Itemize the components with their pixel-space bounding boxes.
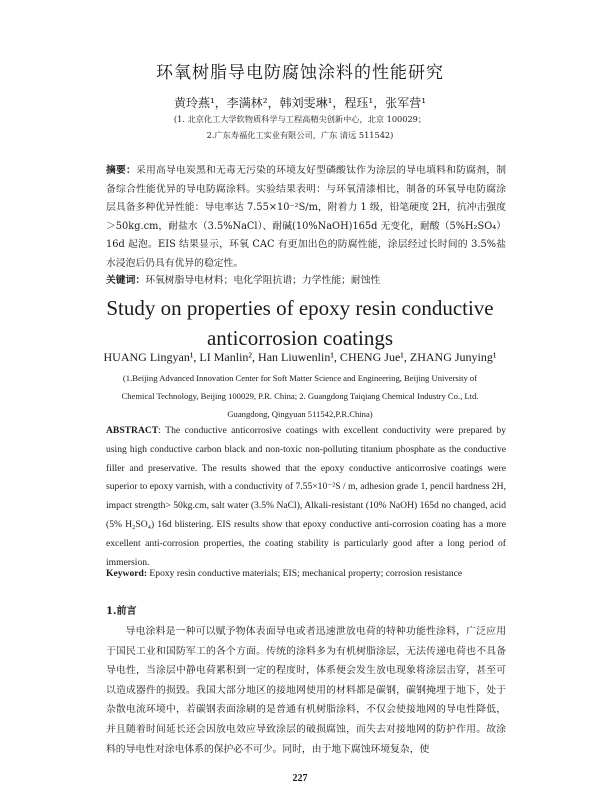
chinese-keywords-text: 环氧树脂导电材料；电化学阻抗谱；力学性能；耐蚀性 xyxy=(145,275,381,286)
english-keywords-text: Epoxy resin conductive materials; EIS; mechanical property; corrosion resistance xyxy=(147,568,463,579)
section-heading: 1.前言 xyxy=(106,606,137,617)
chinese-keywords-label: 关键词： xyxy=(106,275,146,286)
english-authors: HUANG Lingyan¹, LI Manlin², Han Liuwenlin¹, CHENG Jue¹, ZHANG Junying¹ xyxy=(103,350,497,364)
english-keywords-label: Keyword: xyxy=(106,568,148,579)
chinese-abstract xyxy=(106,162,506,274)
english-abstract-label: ABSTRACT xyxy=(106,425,159,436)
english-affiliation-3: Guangdong, Qingyuan 511542,P.R.China) xyxy=(227,409,373,419)
chinese-abstract-text: 采用高导电炭黑和无毒无污染的环境友好型磷酸钛作为涂层的导电填料和防腐剂，制备综合性能优异的导电防腐涂料。实验结果表明：与环氧清漆相比，制备的环氧导电防腐涂层具备多种优异性能：导电率达 7.55×10⁻²S/m，附着力 1 级，铅笔硬度 2H，抗冲击强度＞50kg.cm，耐盐水（3.5%NaCl）、耐碱(10%NaOH)165d 无变化，耐酸（5%H₂SO₄）16d 起泡。EIS 结果显示，环氧 CAC 有更加出色的防腐性能，涂层经过长时间的 3.5%盐水浸泡后仍具有优异的稳定性。 xyxy=(106,165,506,269)
chinese-affiliation-1: (1. 北京化工大学软物质科学与工程高精尖创新中心，北京 100029； xyxy=(173,114,427,124)
english-title-line-2: anticorrosion coatings xyxy=(206,326,394,350)
english-affiliation-1: (1.Beijing Advanced Innovation Center for Soft Matter Science and Engineering, Beijing University of xyxy=(122,373,478,383)
english-title-line-1: Study on properties of epoxy resin conductive xyxy=(106,296,494,320)
english-abstract-text: : The conductive anticorrosive coatings with excellent conductivity were prepared by using high conductive carbon black and non-toxic non-polluting titanium phosphate as the conductive filler and preservative. The results showed that the epoxy conductive anticorrosive coatings were superior to epoxy varnish, with a conductivity of 7.55×10⁻²S / m, adhesion grade 1, pencil hardness 2H, impact strength> 50kg.cm, salt water (3.5% NaCl), Alkali-resistant (10% NaOH) 165d no changed, acid (5% H₂SO₄) 16d blistering. EIS results show that epoxy conductive anti-corrosion coating has a more excellent anti-corrosion properties, the coating stability is particularly good after a long period of immersion. xyxy=(106,425,506,568)
english-affiliation-2: Chemical Technology, Beijing 100029, P.R. China; 2. Guangdong Taiqiang Chemical Industry Co., Ltd. xyxy=(121,391,479,401)
chinese-authors: 黄玲燕¹，李满林²，韩刘雯琳¹，程珏¹，张军营¹ xyxy=(173,96,427,110)
chinese-affiliation-2: 2.广东寿福化工实业有限公司，广东 清远 511542) xyxy=(206,130,394,140)
english-keywords xyxy=(106,568,506,579)
section-body: 导电涂料是一种可以赋予物体表面导电或者迅速泄放电荷的特种功能性涂料，广泛应用于国民工业和国防军工的各个方面。传统的涂料多为有机树脂涂层，无法传递电荷也不具备导电性，当涂层中静电荷累积到一定的程度时，体系便会发生放电现象将涂层击穿，甚至可以造成器件的损毁。我国大部分地区的接地网使用的材料都是碳钢，碳钢掩埋于地下，处于杂散电流环境中，若碳钢表面涂刷的是普通有机树脂涂料，不仅会使接地网的导电性降低，并且随着时间延长还会因放电效应导致涂层的破损腐蚀，而失去对接地网的防护作用。故涂料的导电性对涂电体系的保护必不可少。同时，由于地下腐蚀环境复杂，使 xyxy=(106,626,506,755)
chinese-keywords xyxy=(106,272,506,286)
chinese-title: 环氧树脂导电防腐蚀涂料的性能研究 xyxy=(156,63,444,83)
english-abstract xyxy=(106,422,506,572)
page-number: 227 xyxy=(292,773,308,784)
chinese-abstract-label: 摘要： xyxy=(106,165,137,176)
